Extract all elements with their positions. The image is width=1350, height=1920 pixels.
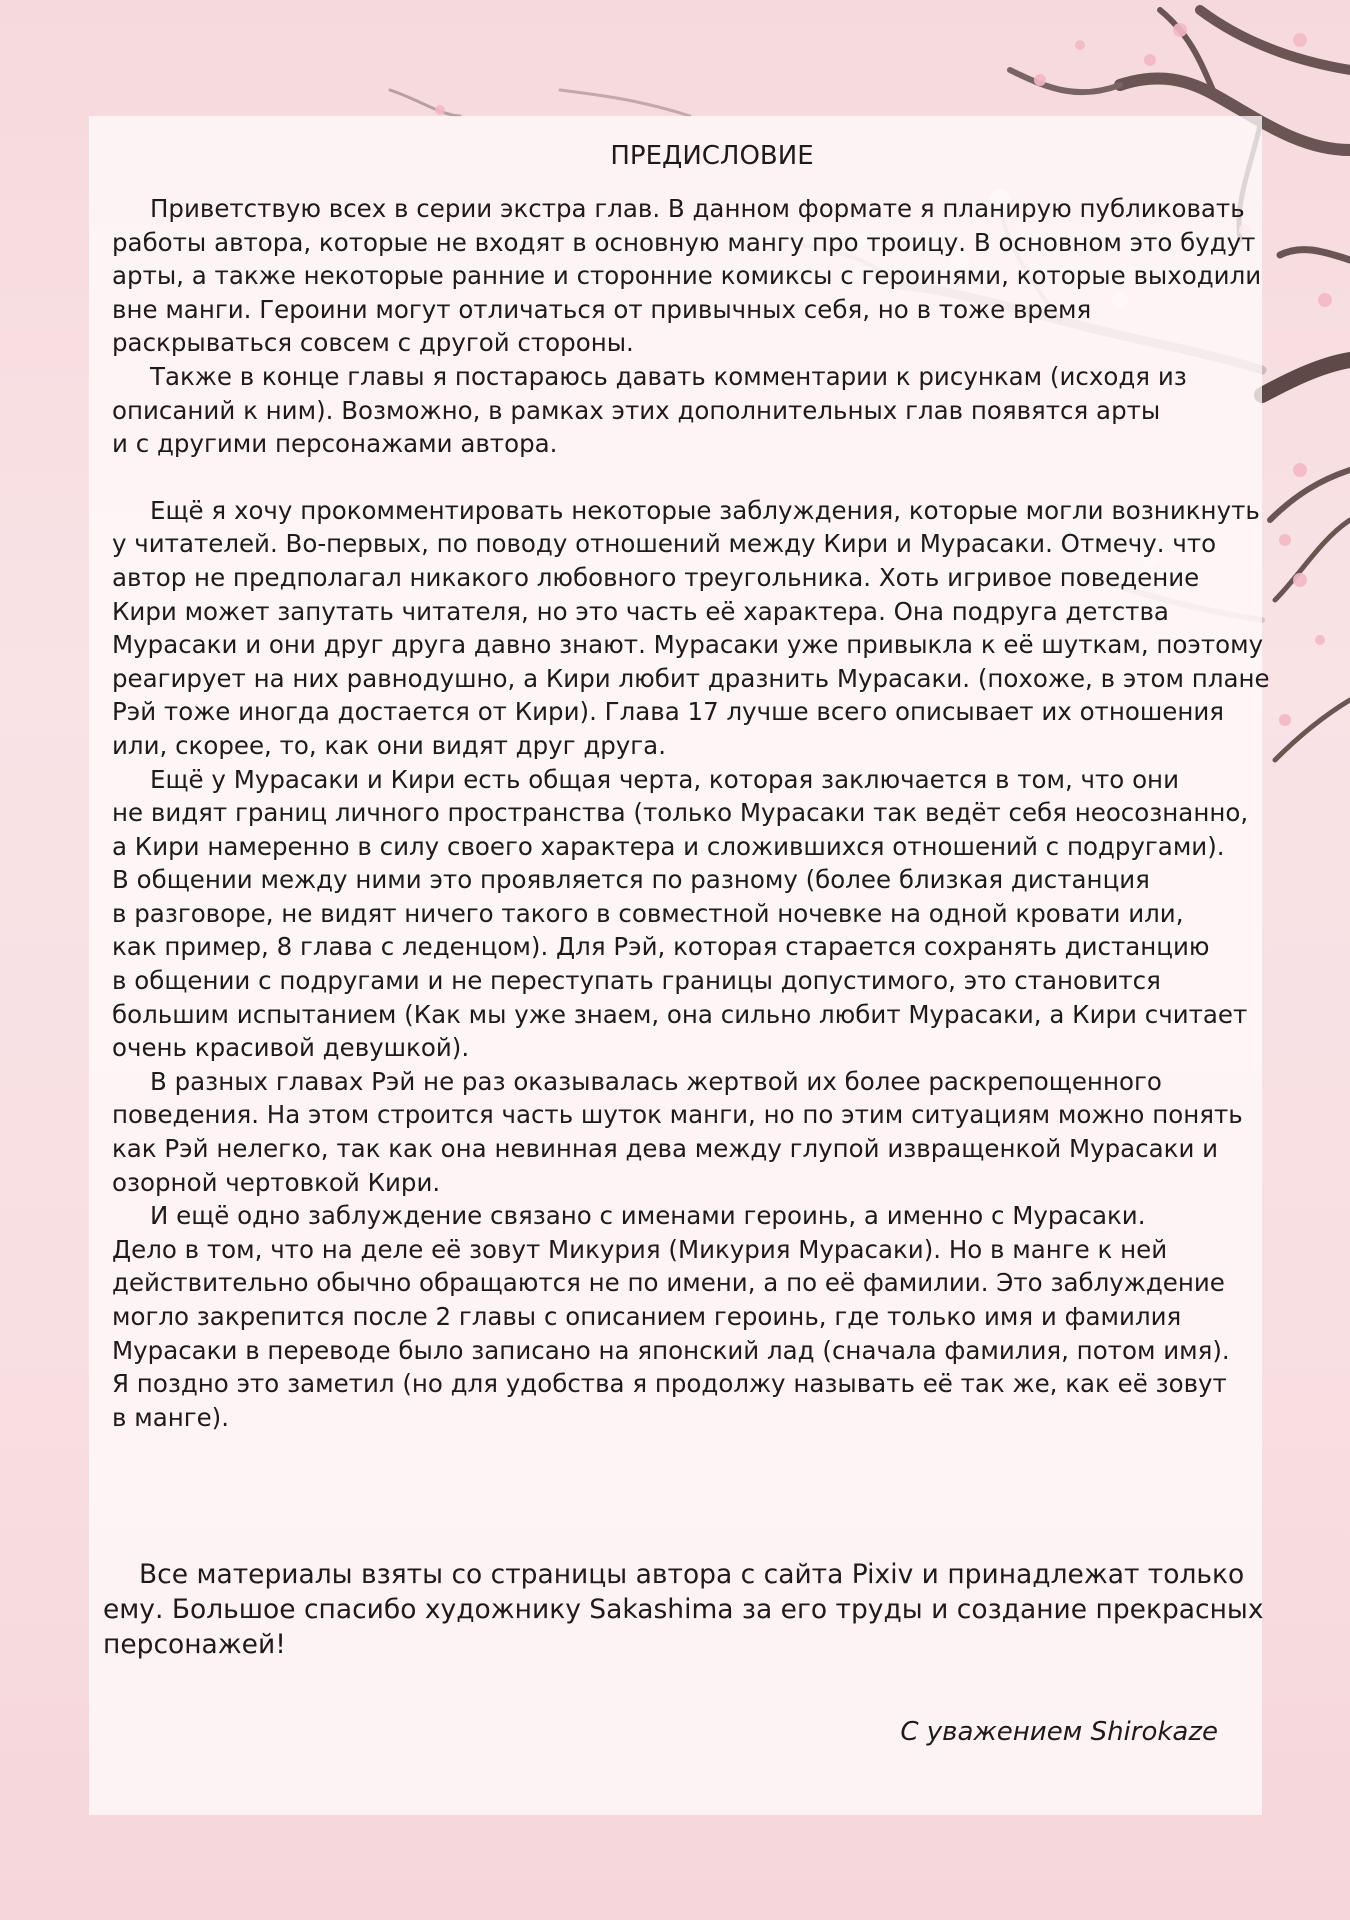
text-line: автор не предполагал никакого любовного треугольника. Хоть игривое поведение — [112, 562, 1200, 592]
text-line: арты, а также некоторые ранние и сторонние комиксы с героинями, которые выходили — [112, 261, 1262, 291]
text-line: озорной чертовкой Кири. — [112, 1167, 441, 1197]
text-line: в общении с подругами и не переступать границы допустимого, это становится — [112, 966, 1161, 996]
text-line: реагирует на них равнодушно, а Кири любит дразнить Мурасаки. (похоже, в этом плане — [112, 663, 1270, 693]
paragraph — [112, 360, 1252, 461]
paragraph — [112, 1065, 1252, 1199]
page-title: ПРЕДИСЛОВИЕ — [610, 141, 814, 171]
acknowledgement — [103, 1557, 1264, 1662]
paragraph-gap — [112, 461, 1252, 494]
text-line: в разговоре, не видят ничего такого в совместной ночевке на одной кровати или, — [112, 898, 1184, 928]
text-line: могло закрепится после 2 главы с описанием героинь, где только имя и фамилия — [112, 1302, 1182, 1331]
text-line: у читателей. Во-первых, по поводу отношений между Кири и Мурасаки. Отмечу. что — [112, 529, 1217, 559]
text-line: действительно обычно обращаются не по имени, а по её фамилии. Это заблуждение — [112, 1268, 1225, 1298]
document-body — [112, 140, 1270, 1434]
text-line: В общении между ними это проявляется по разному (более близкая дистанция — [112, 865, 1150, 895]
text-line: а Кири намеренно в силу своего характера и сложившихся отношений с подругами). — [112, 831, 1225, 861]
text-line: большим испытанием (Как мы уже знаем, она сильно любит Мурасаки, а Кири считает — [112, 999, 1248, 1029]
text-line: Приветствую всех в серии экстра глав. В данном формате я планирую публиковать — [150, 194, 1245, 223]
text-line: Ещё у Мурасаки и Кири есть общая черта, которая заключается в том, что они — [150, 764, 1179, 794]
text-line: Мурасаки и они друг друга давно знают. Мурасаки уже привыкла к её шуткам, поэтому — [112, 630, 1264, 660]
text-line: ему. Большое спасибо художнику Sakashima за его труды и создание прекрасных — [103, 1594, 1264, 1625]
paragraph — [112, 763, 1252, 1065]
text-line: Ещё я хочу прокомментировать некоторые заблуждения, которые могли возникнуть — [150, 495, 1260, 525]
text-line: как Рэй нелегко, так как она невинная дева между глупой извращенкой Мурасаки и — [112, 1134, 1219, 1164]
text-line: поведения. На этом строится часть шуток манги, но по этим ситуациям можно понять — [112, 1100, 1243, 1130]
text-line: работы автора, которые не входят в основную мангу про троицу. В основном это будут — [112, 227, 1256, 257]
text-line: персонажей! — [103, 1629, 286, 1660]
paragraph — [112, 494, 1270, 763]
text-line: Все материалы взяты со страницы автора с сайта Pixiv и принадлежат только — [139, 1559, 1245, 1590]
text-line: Также в конце главы я постараюсь давать комментарии к рисункам (исходя из — [150, 361, 1187, 391]
text-line: или, скорее, то, как они видят друг друга. — [112, 730, 666, 760]
text-line: вне манги. Героини могут отличаться от привычных себя, но в тоже время — [112, 294, 1092, 324]
signature: С уважением Shirokaze — [900, 1717, 1218, 1747]
text-line: в манге). — [112, 1402, 230, 1432]
text-line: и с другими персонажами автора. — [112, 429, 558, 459]
text-line: В разных главах Рэй не раз оказывалась жертвой их более раскрепощенного — [150, 1066, 1162, 1096]
text-line: как пример, 8 глава с леденцом). Для Рэй, которая старается сохранять дистанцию — [112, 932, 1210, 962]
text-line: Я поздно это заметил (но для удобства я продолжу называть её так же, как её зовут — [112, 1369, 1227, 1399]
text-line: Дело в том, что на деле её зовут Микурия (Микурия Мурасаки). Но в манге к ней — [112, 1234, 1168, 1264]
text-line: не видят границ личного пространства (только Мурасаки так ведёт себя неосознанно, — [112, 798, 1249, 828]
text-line: Рэй тоже иногда достается от Кири). Глава 17 лучше всего описывает их отношения — [112, 697, 1225, 727]
text-line: описаний к ним). Возможно, в рамках этих дополнительных глав появятся арты — [112, 395, 1161, 425]
text-line: раскрываться совсем с другой стороны. — [112, 328, 634, 358]
text-line: Мурасаки в переводе было записано на японский лад (сначала фамилия, потом имя). — [112, 1335, 1230, 1365]
text-line: И ещё одно заблуждение связано с именами героинь, а именно с Мурасаки. — [150, 1201, 1146, 1231]
paragraph — [112, 192, 1262, 360]
paragraph — [112, 1199, 1252, 1434]
text-line: очень красивой девушкой). — [112, 1033, 470, 1063]
text-line: Кири может запутать читателя, но это часть её характера. Она подруга детства — [112, 596, 1169, 626]
